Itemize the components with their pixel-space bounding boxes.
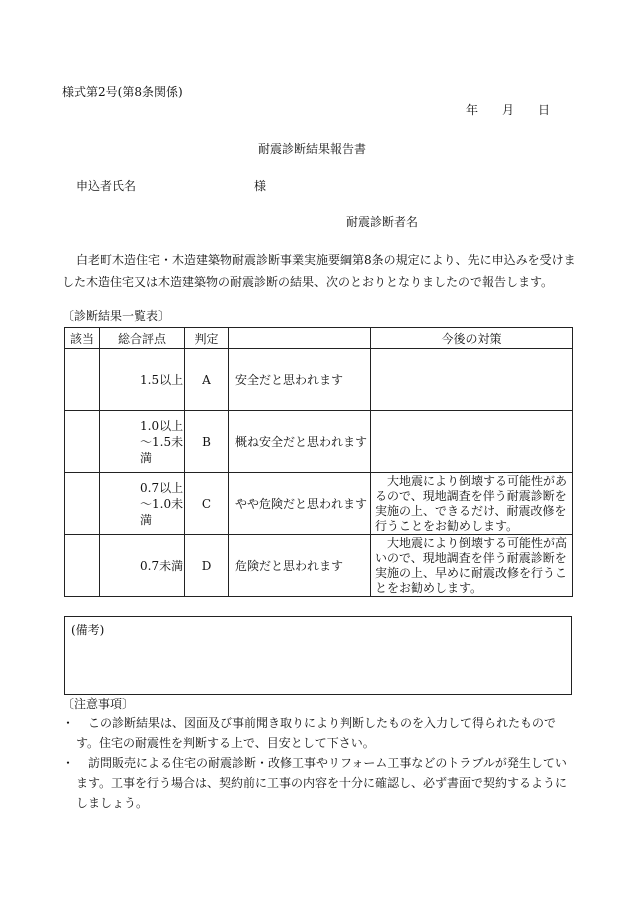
results-table bbox=[64, 327, 573, 597]
note-item bbox=[62, 753, 582, 813]
remarks-label: (備考) bbox=[71, 623, 105, 637]
note-bullet: ・ bbox=[62, 716, 75, 730]
measure-cell bbox=[371, 349, 573, 411]
table-row bbox=[65, 473, 573, 535]
note-bullet: ・ bbox=[62, 756, 75, 770]
assessment-cell: 安全だと思われます bbox=[229, 349, 371, 411]
table-row bbox=[65, 349, 573, 411]
date-day-label: 日 bbox=[538, 103, 551, 117]
table-header-row bbox=[65, 328, 573, 349]
results-heading: 〔診断結果一覧表〕 bbox=[62, 309, 171, 323]
measure-cell bbox=[371, 411, 573, 473]
form-number: 様式第2号(第8条関係) bbox=[62, 85, 183, 99]
header-measures: 今後の対策 bbox=[371, 328, 573, 349]
check-cell[interactable] bbox=[65, 349, 100, 411]
grade-cell: C bbox=[185, 473, 229, 535]
header-check: 該当 bbox=[65, 328, 100, 349]
note-text: 訪問販売による住宅の耐震診断・改修工事やリフォーム工事などのトラブルが発生しています。工事を行う場合は、契約前に工事の内容を十分に確認し、必ず書面で契約するようにしましょう。 bbox=[76, 756, 568, 810]
header-assessment bbox=[229, 328, 371, 349]
note-item bbox=[62, 713, 582, 753]
assessment-cell: 危険だと思われます bbox=[229, 535, 371, 597]
score-cell: 1.5以上 bbox=[100, 349, 185, 411]
assessment-cell: 概ね安全だと思われます bbox=[229, 411, 371, 473]
measure-cell: 大地震により倒壊する可能性があるので、現地調査を伴う耐震診断を実施の上、できるだけ、耐震改修を行うことをお勧めします。 bbox=[371, 473, 573, 535]
diagnostician-name-label: 耐震診断者名 bbox=[346, 215, 419, 229]
check-cell[interactable] bbox=[65, 473, 100, 535]
check-cell[interactable] bbox=[65, 535, 100, 597]
score-cell: 0.7以上 〜1.0未満 bbox=[100, 473, 185, 535]
assessment-cell: やや危険だと思われます bbox=[229, 473, 371, 535]
table-row bbox=[65, 411, 573, 473]
score-cell: 1.0以上 〜1.5未満 bbox=[100, 411, 185, 473]
honorific: 様 bbox=[254, 179, 267, 193]
grade-cell: A bbox=[185, 349, 229, 411]
applicant-name-label: 申込者氏名 bbox=[76, 179, 137, 193]
grade-cell: D bbox=[185, 535, 229, 597]
notes-heading: 〔注意事項〕 bbox=[62, 697, 135, 711]
note-text: この診断結果は、図面及び事前聞き取りにより判断したものを入力して得られたものです。住宅の耐震性を判断する上で、目安として下さい。 bbox=[76, 716, 557, 750]
date-year-label: 年 bbox=[466, 103, 479, 117]
measure-cell: 大地震により倒壊する可能性が高いので、現地調査を伴う耐震診断を実施の上、早めに耐震改修を行うことをお勧めします。 bbox=[371, 535, 573, 597]
header-score: 総合評点 bbox=[100, 328, 185, 349]
table-row bbox=[65, 535, 573, 597]
intro-paragraph: 白老町木造住宅・木造建築物耐震診断事業実施要綱第8条の規定により、先に申込みを受けました木造住宅又は木造建築物の耐震診断の結果、次のとおりとなりましたので報告します。 bbox=[62, 253, 576, 289]
document-title: 耐震診断結果報告書 bbox=[258, 142, 367, 156]
remarks-box[interactable] bbox=[64, 616, 572, 695]
date-month-label: 月 bbox=[502, 103, 515, 117]
header-grade: 判定 bbox=[185, 328, 229, 349]
check-cell[interactable] bbox=[65, 411, 100, 473]
grade-cell: B bbox=[185, 411, 229, 473]
score-cell: 0.7未満 bbox=[100, 535, 185, 597]
